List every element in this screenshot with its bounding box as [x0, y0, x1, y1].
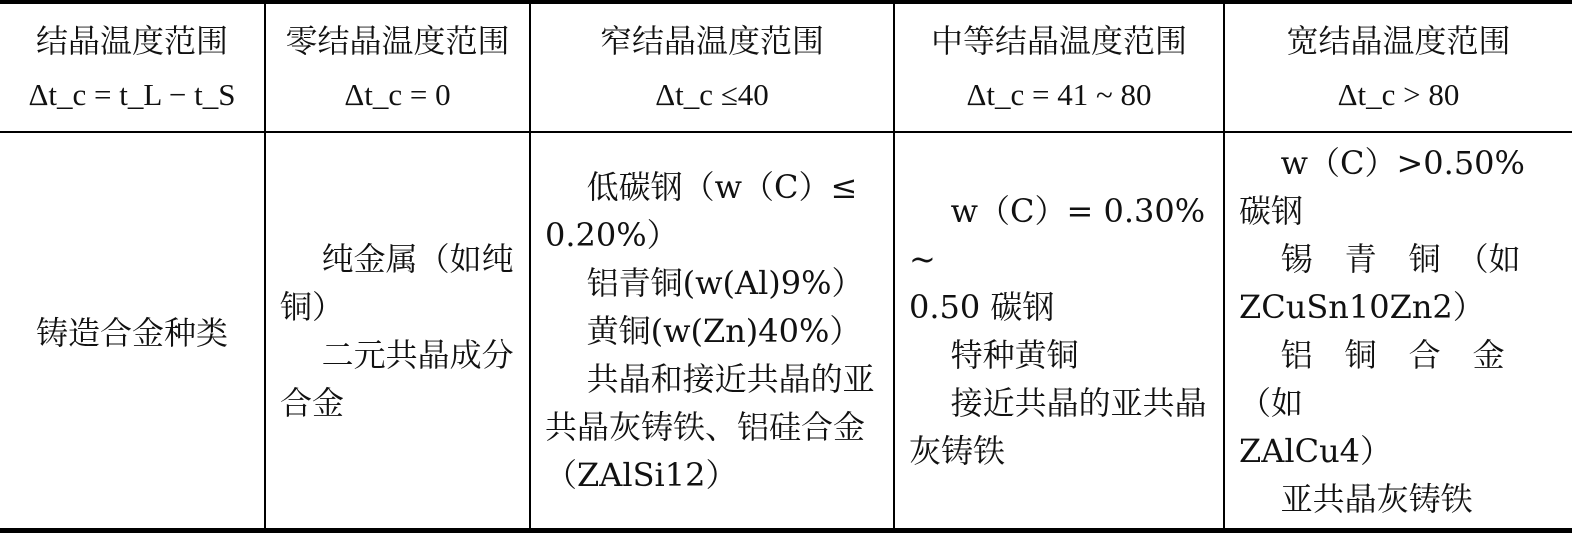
cell-line: （ZAlSi12）	[545, 455, 738, 494]
header-formula: Δt_c ≤40	[655, 76, 769, 112]
cell-line: 合金	[280, 383, 345, 422]
header-title: 结晶温度范围	[35, 21, 228, 60]
cell-line: 0.50 碳钢	[909, 287, 1055, 326]
cell-line: w（C）= 0.30% ~	[909, 191, 1206, 278]
cell-line: 铝 铜 合 金 （如	[1239, 335, 1537, 422]
cell-line: 纯金属（如纯	[321, 239, 514, 278]
row-label: 铸造合金种类	[35, 313, 228, 352]
cell-line: 亚共晶灰铸铁	[1280, 479, 1473, 518]
cell-line: 铝青铜(w(Al)9%）	[586, 263, 864, 302]
body-cell-narrow	[531, 133, 893, 528]
header-title: 中等结晶温度范围	[930, 21, 1187, 60]
cell-line: ZAlCu4）	[1239, 431, 1393, 470]
header-formula: Δt_c = t_L − t_S	[28, 76, 236, 112]
header-title: 零结晶温度范围	[285, 21, 510, 60]
cell-line: 特种黄铜	[950, 335, 1079, 374]
cell-line: 二元共晶成分	[321, 335, 514, 374]
header-cell-medium	[895, 4, 1223, 131]
header-title: 宽结晶温度范围	[1286, 21, 1511, 60]
cell-line: 0.20%）	[545, 215, 679, 254]
cell-line: 接近共晶的亚共晶	[950, 383, 1207, 422]
header-formula: Δt_c > 80	[1337, 76, 1460, 112]
body-cell-zero	[266, 133, 529, 528]
cell-line: 共晶灰铸铁、铝硅合金	[545, 407, 866, 446]
cell-line: 灰铸铁	[909, 431, 1006, 470]
header-formula: Δt_c = 0	[344, 76, 451, 112]
header-title: 窄结晶温度范围	[599, 21, 824, 60]
body-cell-medium	[895, 133, 1223, 528]
row-label-cell	[0, 133, 264, 528]
cell-line: 锡 青 铜 （如	[1280, 239, 1521, 278]
cell-line: w（C）>0.50% 碳钢	[1239, 143, 1525, 230]
cell-line: 铜）	[280, 287, 345, 326]
header-cell-zero	[266, 4, 529, 131]
cell-line: 共晶和接近共晶的亚	[586, 359, 875, 398]
header-cell-narrow	[531, 4, 893, 131]
header-formula: Δt_c = 41 ~ 80	[966, 76, 1152, 112]
header-cell-wide	[1225, 4, 1572, 131]
cell-line: 黄铜(w(Zn)40%）	[586, 311, 862, 350]
cell-line: ZCuSn10Zn2）	[1239, 287, 1485, 326]
cell-line: 低碳钢（w（C）≤	[586, 167, 858, 206]
header-cell-range	[0, 4, 264, 131]
table-bottom-rule	[0, 528, 1572, 533]
body-cell-wide	[1225, 133, 1572, 528]
